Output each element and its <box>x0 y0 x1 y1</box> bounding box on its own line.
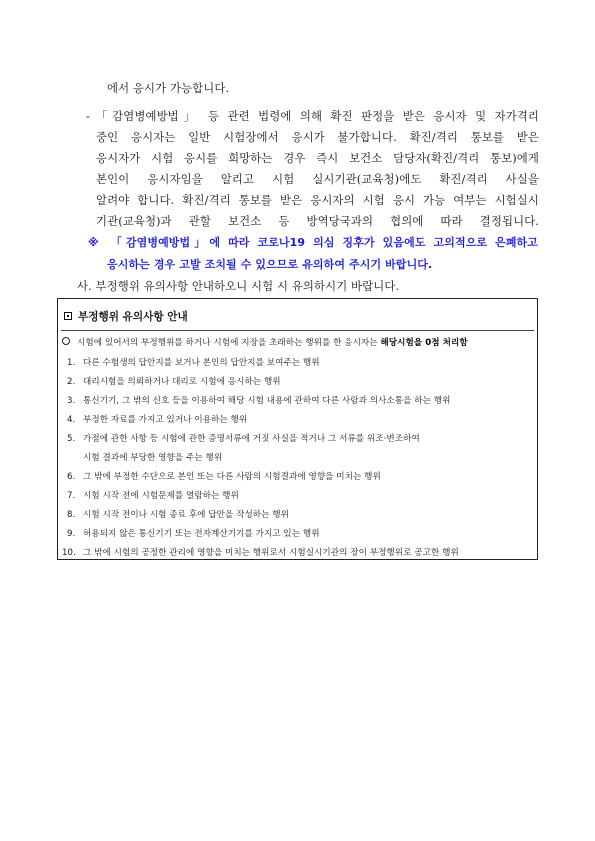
list-item-text: 그 밖에 시험의 공정한 관리에 영향을 미치는 행위로서 시험실시기관의 장이 부정행위로 공고한 행위 <box>83 548 459 558</box>
list-item-text: 시험 결과에 부당한 영향을 주는 행위 <box>83 453 223 463</box>
notice-intro-emphasis: 해당시험을 0점 처리함 <box>380 338 468 348</box>
title-divider <box>61 330 534 331</box>
list-item-number: 5. <box>67 434 76 444</box>
paragraph-line-5-text: 알려야 합니다. 확진/격리 통보를 받은 응시자의 시험 응시 가능 여부는 시험실시 <box>96 193 539 207</box>
item-sa: 사. 부정행위 유의사항 안내하오니 시험 시 유의하시기 바랍니다. <box>77 279 400 293</box>
notice-box-title-text: 부정행위 유의사항 안내 <box>78 311 188 323</box>
paragraph-line-1 <box>96 106 539 127</box>
list-item-text: 시험 시작 전이나 시험 종료 후에 답안을 작성하는 행위 <box>83 510 289 520</box>
list-item-text: 통신기기, 그 밖의 신호 등을 이용하여 해당 시험 내용에 관하여 다른 사람과 의사소통을 하는 행위 <box>83 396 451 406</box>
list-item <box>67 356 320 368</box>
list-item-number: 2. <box>67 377 76 387</box>
dash-bullet: - <box>86 109 90 123</box>
list-item-text: 시험 시작 전에 시험문제를 열람하는 행위 <box>83 491 239 501</box>
list-item-number: 1. <box>67 358 76 368</box>
list-item <box>67 470 381 482</box>
list-item-text: 대리시험을 의뢰하거나 대리로 시험에 응시하는 행위 <box>83 377 281 387</box>
square-bullet-icon <box>64 312 72 320</box>
paragraph-line-4-text: 본인이 응시자임을 알리고 시험 실시기관(교육청)에도 확진/격리 사실을 <box>96 172 539 186</box>
list-item <box>67 489 239 501</box>
notice-intro-text: 시험에 있어서의 부정행위를 하거나 시험에 지장을 초래하는 행위를 한 응시자는 <box>77 338 381 348</box>
paragraph-line-5 <box>96 190 539 211</box>
paragraph-line-1-text: 「감염병예방법」 등 관련 법령에 의해 확진 판정을 받은 응시자 및 자가격리 <box>96 109 539 123</box>
cheating-notice-box <box>57 298 538 560</box>
paragraph-line-2 <box>96 127 539 148</box>
warning-line-2: 응시하는 경우 고발 조치될 수 있으므로 유의하여 주시기 바랍니다. <box>107 258 433 271</box>
list-item <box>67 375 281 387</box>
paragraph-line-3-text: 응시자가 시험 응시를 희망하는 경우 즉시 보건소 담당자(확진/격리 통보)에게 <box>96 151 539 165</box>
circle-bullet-icon <box>62 337 70 345</box>
paragraph-line-6-text: 기관(교육청)과 관할 보건소 등 방역당국과의 협의에 따라 결정됩니다. <box>96 214 539 228</box>
paragraph-line-4 <box>96 169 539 190</box>
list-item-number: 8. <box>67 510 76 520</box>
paragraph-line-2-text: 중인 응시자는 일반 시험장에서 응시가 불가합니다. 확진/격리 통보를 받은 <box>96 130 539 144</box>
notice-intro <box>62 336 468 348</box>
list-item <box>67 413 247 425</box>
list-item-number: 9. <box>67 529 76 539</box>
list-item <box>62 546 459 558</box>
list-item-number: 7. <box>67 491 76 501</box>
list-item-number: 4. <box>67 415 76 425</box>
paragraph-line-6 <box>96 211 539 232</box>
continuation-line: 에서 응시가 가능합니다. <box>107 81 230 95</box>
list-item-text: 부정한 자료를 가지고 있거나 이용하는 행위 <box>83 415 248 425</box>
list-item <box>67 394 450 406</box>
paragraph-line-3 <box>96 148 539 169</box>
list-item-number: 10. <box>62 548 76 558</box>
list-item-text: 허용되지 않은 통신기기 또는 전자계산기기를 가지고 있는 행위 <box>83 529 320 539</box>
list-item-text: 그 밖에 부정한 수단으로 본인 또는 다른 사람의 시험결과에 영향을 미치는 행위 <box>83 472 381 482</box>
list-item-number: 6. <box>67 472 76 482</box>
warning-line-1-text: ※ 「감염병예방법」에 따라 코로나19 의심 징후가 있음에도 고의적으로 은폐하고 <box>88 236 538 249</box>
list-item-continuation <box>83 451 222 463</box>
list-item <box>67 527 320 539</box>
list-item-text: 가점에 관한 사항 등 시험에 관한 증명서류에 거짓 사실을 적거나 그 서류를 위조·변조하여 <box>83 434 420 444</box>
list-item-number: 3. <box>67 396 76 406</box>
warning-line-1 <box>88 234 538 250</box>
notice-box-title <box>64 309 188 324</box>
list-item-text: 다른 수험생의 답안지를 보거나 본인의 답안지를 보여주는 행위 <box>83 358 320 368</box>
list-item <box>67 508 289 520</box>
list-item <box>67 432 420 444</box>
